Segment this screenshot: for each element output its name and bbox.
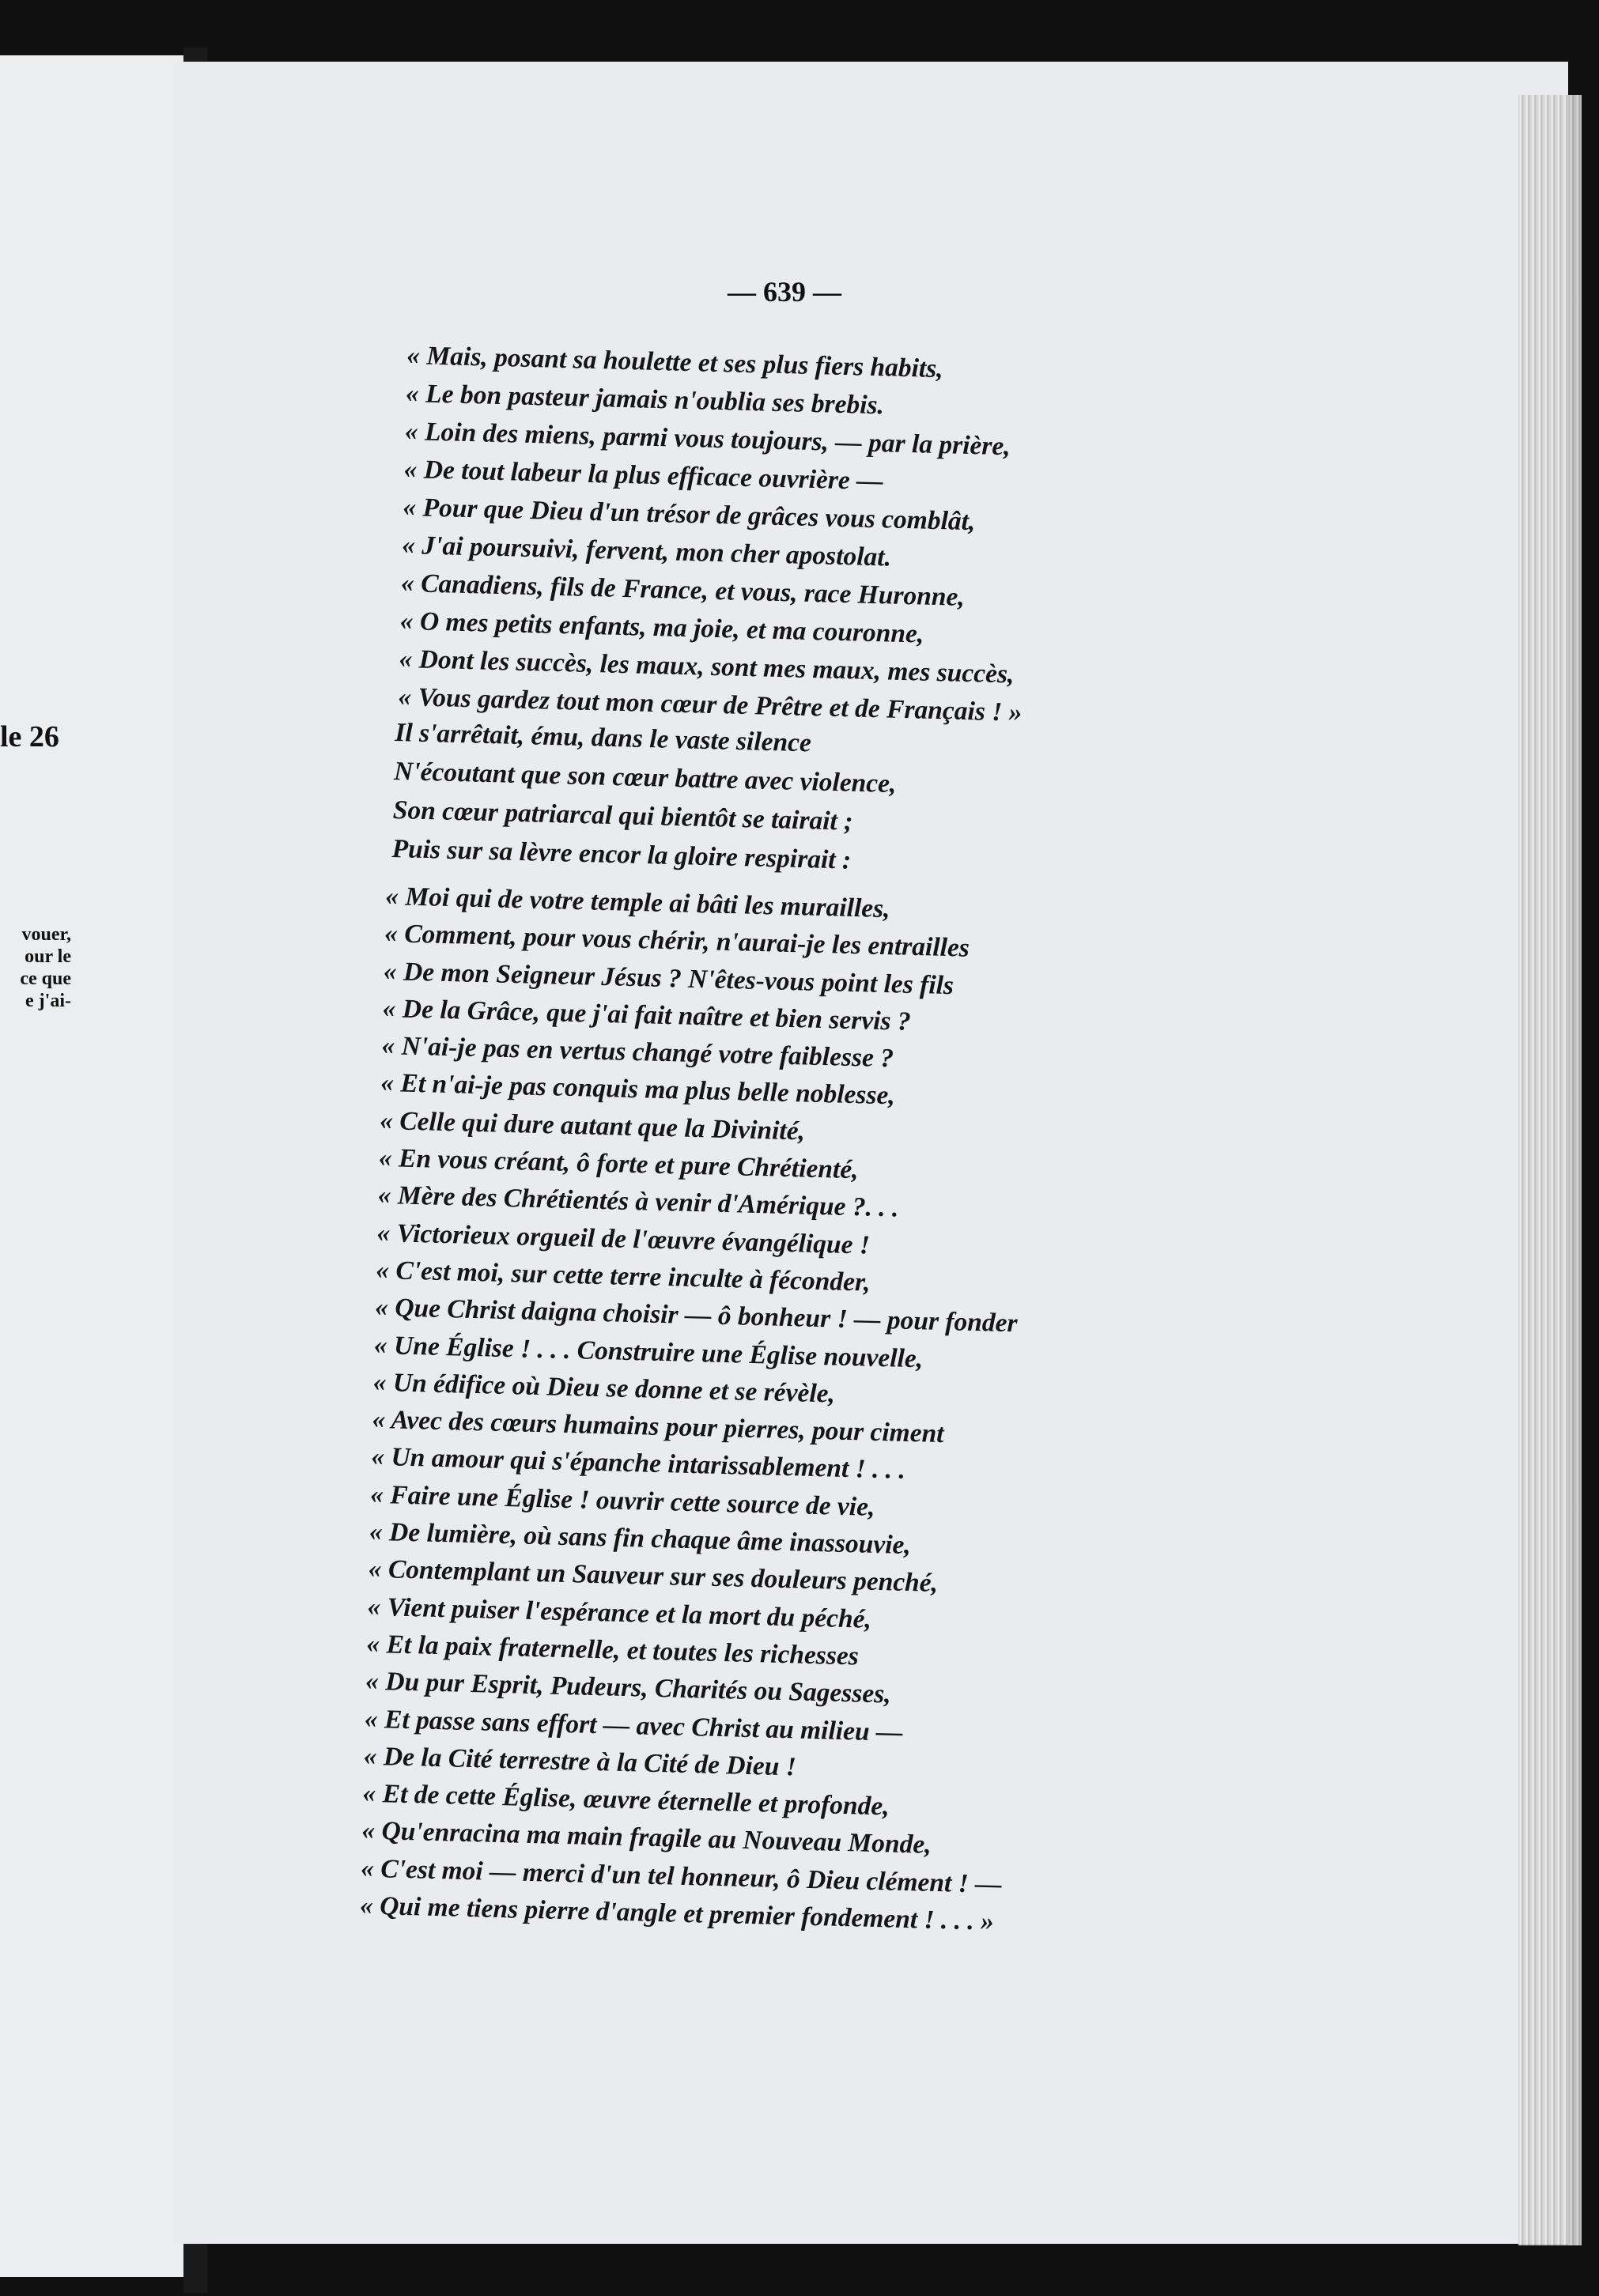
- left-fragment: e j'ai-: [25, 991, 71, 1011]
- verse-line: Il s'arrêtait, ému, dans le vaste silence: [394, 717, 812, 758]
- verse-line: « Avec des cœurs humains pour pierres, pour ciment: [372, 1404, 944, 1449]
- stanza: [359, 878, 1028, 1940]
- left-fragment: ce que: [20, 969, 71, 989]
- page-edge: [1518, 95, 1582, 2245]
- left-page-number: le 26: [0, 720, 59, 753]
- stanza: [391, 713, 898, 881]
- page-number: — 639 —: [728, 276, 841, 308]
- verse-line: « C'est moi, sur cette terre inculte à féconder,: [375, 1255, 871, 1297]
- verse-line: « Vous gardez tout mon cœur de Prêtre et de Français ! »: [398, 682, 1023, 727]
- stanza: [398, 337, 1031, 732]
- verse-line: « Et passe sans effort — avec Christ au milieu —: [364, 1704, 903, 1747]
- verse-line: « En vous créant, ô forte et pure Chrétienté,: [378, 1142, 860, 1185]
- verse-line: « Et de cette Église, œuvre éternelle et profonde,: [362, 1778, 890, 1822]
- verse-line: « Victorieux orgueil de l'œuvre évangélique !: [376, 1218, 871, 1260]
- verse-line: « Le bon pasteur jamais n'oublia ses brebis.: [405, 378, 885, 421]
- verse-line: « Mais, posant sa houlette et ses plus fiers habits,: [406, 340, 944, 384]
- left-page: [0, 55, 190, 2277]
- verse-line: Puis sur sa lèvre encor la gloire respirait :: [391, 833, 852, 875]
- verse-line: « Celle qui dure autant que la Divinité,: [379, 1105, 806, 1146]
- verse-line: « Un amour qui s'épanche intarissablement ! . . .: [370, 1442, 906, 1486]
- left-page-text-fragments: [2, 923, 71, 1012]
- left-fragment: vouer,: [21, 924, 71, 945]
- verse-line: « Qu'enracina ma main fragile au Nouveau Monde,: [361, 1816, 932, 1860]
- verse-line: « De la Cité terrestre à la Cité de Dieu !: [363, 1741, 797, 1782]
- verse-line: « Dont les succès, les maux, sont mes maux, mes succès,: [399, 644, 1015, 689]
- verse-line: « Moi qui de votre temple ai bâti les murailles,: [384, 881, 891, 924]
- verse-line: « Une Église ! . . . Construire une Église nouvelle,: [373, 1330, 924, 1373]
- left-fragment: our le: [25, 946, 71, 967]
- verse-line: « N'ai-je pas en vertus changé votre faiblesse ?: [381, 1031, 894, 1074]
- verse-line: N'écoutant que son cœur battre avec violence,: [393, 756, 897, 799]
- verse-line: « Vient puiser l'espérance et la mort du péché,: [367, 1592, 872, 1634]
- verse-line: « De la Grâce, que j'ai fait naître et bien servis ?: [382, 993, 912, 1037]
- verse-line: « Canadiens, fils de France, et vous, race Huronne,: [400, 568, 966, 612]
- verse-line: « Un édifice où Dieu se donne et se révèle,: [372, 1367, 836, 1409]
- verse-line: « O mes petits enfants, ma joie, et ma couronne,: [399, 606, 924, 649]
- verse-line: « Et n'ai-je pas conquis ma plus belle noblesse,: [380, 1068, 896, 1111]
- verse-line: « Comment, pour vous chérir, n'aurai-je les entrailles: [384, 919, 970, 963]
- verse-line: « De mon Seigneur Jésus ? N'êtes-vous point les fils: [383, 956, 954, 1000]
- verse-line: « Contemplant un Sauveur sur ses douleurs penché,: [368, 1554, 939, 1599]
- verse-line: « Que Christ daigna choisir — ô bonheur ! — pour fonder: [374, 1293, 1019, 1339]
- verse-line: « De tout labeur la plus efficace ouvrière —: [403, 454, 884, 497]
- verse-line: « Faire une Église ! ouvrir cette source de vie,: [369, 1479, 875, 1522]
- verse-line: « C'est moi — merci d'un tel honneur, ô Dieu clément ! —: [360, 1853, 1003, 1899]
- verse-line: « J'ai poursuivi, fervent, mon cher apostolat.: [401, 530, 892, 572]
- verse-line: « Loin des miens, parmi vous toujours, — par la prière,: [404, 416, 1011, 462]
- verse-line: « De lumière, où sans fin chaque âme inassouvie,: [369, 1516, 912, 1561]
- verse-line: « Qui me tiens pierre d'angle et premier fondement ! . . . »: [359, 1890, 995, 1936]
- verse-line: « Du pur Esprit, Pudeurs, Charités ou Sagesses,: [365, 1666, 892, 1709]
- verse-line: « Pour que Dieu d'un trésor de grâces vous comblât,: [403, 492, 976, 537]
- verse-line: « Mère des Chrétientés à venir d'Amérique ?. . .: [377, 1180, 899, 1223]
- verse-line: « Et la paix fraternelle, et toutes les richesses: [366, 1629, 860, 1671]
- verse-line: Son cœur patriarcal qui bientôt se tairait ;: [392, 795, 853, 836]
